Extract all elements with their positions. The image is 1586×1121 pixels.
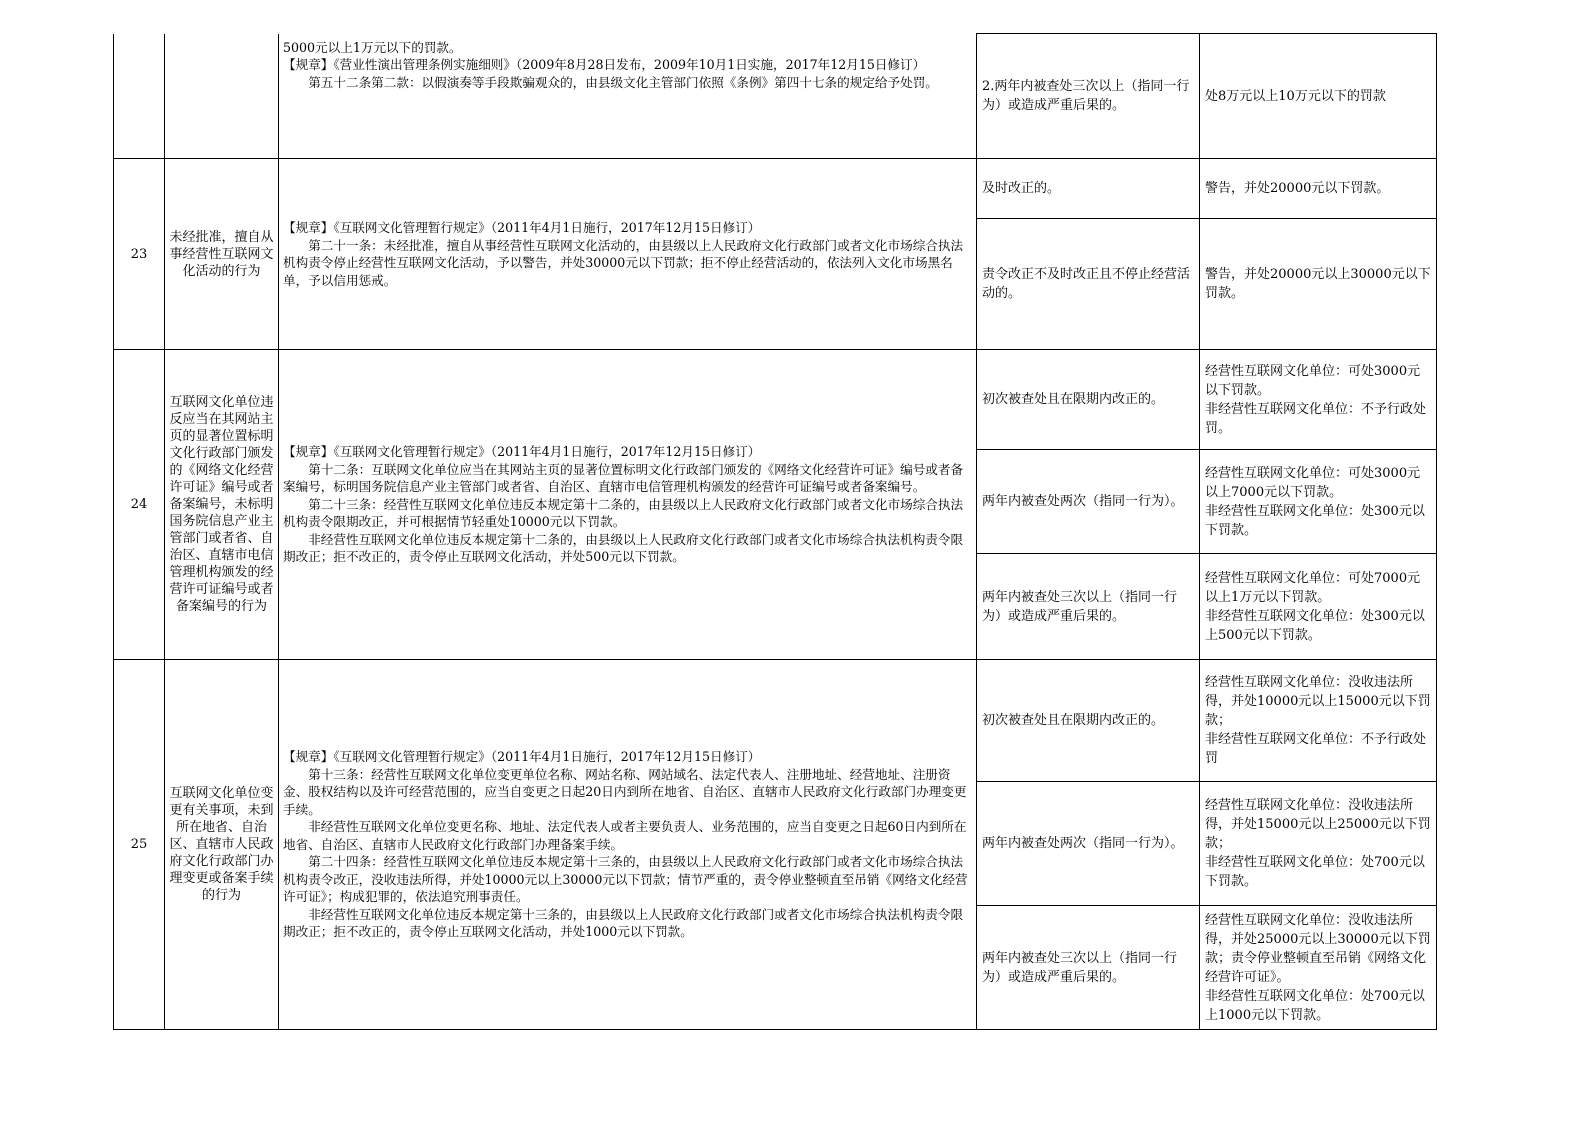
penalty-text: 经营性互联网文化单位：没收违法所得，并处10000元以上15000元以下罚款；	[1205, 675, 1431, 728]
condition-cell: 初次被查处且在限期内改正的。	[977, 350, 1200, 450]
basis-line: 第二十三条：经营性互联网文化单位违反本规定第十二条的，由县级以上人民政府文化行政部门或者文化市场综合执法机构责令限期改正，并可根据情节轻重处10000元以下罚款。	[283, 496, 964, 530]
row-number: 24	[114, 350, 165, 660]
basis-line: 第五十二条第二款：以假演奏等手段欺骗观众的，由县级文化主管部门依照《条例》第四十七条的规定给予处罚。	[308, 74, 938, 90]
penalty-text: 警告，并处20000元以上30000元以下罚款。	[1205, 267, 1431, 301]
penalty-table-sheet	[113, 33, 1437, 1030]
basis-line: 第二十四条：经营性互联网文化单位违反本规定第十三条的，由县级以上人民政府文化行政部门或者文化市场综合执法机构责令改正，没收违法所得，并处10000元以上30000元以下罚款；情节严重的，责令停业整顿直至吊销《网络文化经营许可证》；构成犯罪的，依法追究刑事责任。	[283, 854, 968, 905]
basis-line: 非经营性互联网文化单位违反本规定第十二条的，由县级以上人民政府文化行政部门或者文化市场综合执法机构责令限期改正；拒不改正的，责令停止互联网文化活动，并处500元以下罚款。	[283, 531, 964, 565]
basis-line: 【规章】《营业性演出管理条例实施细则》（2009年8月28日发布，2009年10月1日实施，2017年12月15日修订）	[283, 57, 926, 72]
basis-line: 5000元以上1万元以下的罚款。	[283, 39, 462, 55]
condition-cell: 两年内被查处三次以上（指同一行为）或造成严重后果的。	[977, 906, 1200, 1030]
table-row-continued	[114, 34, 1437, 159]
table-row	[114, 660, 1437, 782]
legal-basis-cell	[279, 350, 977, 660]
penalty-cell	[1200, 450, 1437, 554]
penalty-cell	[1200, 660, 1437, 782]
violation-name: 未经批准，擅自从事经营性互联网文化活动的行为	[165, 159, 279, 350]
penalty-text: 非经营性互联网文化单位：处300元以下罚款。	[1205, 503, 1425, 538]
violation-name: 互联网文化单位违反应当在其网站主页的显著位置标明文化行政部门颁发的《网络文化经营许可证》编号或者备案编号，未标明国务院信息产业主管部门或者省、自治区、直辖市电信管理机构颁发的经营许可证编号或者备案编号的行为	[165, 350, 279, 660]
penalty-text: 非经营性互联网文化单位：不予行政处罚。	[1205, 401, 1427, 436]
violation-cell	[165, 34, 279, 159]
legal-basis-cell	[279, 660, 977, 1030]
penalty-text: 经营性互联网文化单位：没收违法所得，并处15000元以上25000元以下罚款；	[1205, 798, 1431, 851]
condition-text: 2.两年内被查处三次以上（指同一行为）或造成严重后果的。	[982, 79, 1190, 113]
legal-basis-cell	[279, 34, 977, 159]
penalty-text: 经营性互联网文化单位：没收违法所得，并处25000元以上30000元以下罚款；责令停业整顿直至吊销《网络文化经营许可证》。	[1205, 912, 1431, 985]
condition-cell: 初次被查处且在限期内改正的。	[977, 660, 1200, 782]
condition-cell: 两年内被查处两次（指同一行为）。	[977, 450, 1200, 554]
penalty-text: 经营性互联网文化单位：可处3000元以下罚款。	[1205, 363, 1421, 398]
basis-line: 【规章】《互联网文化管理暂行规定》（2011年4月1日施行，2017年12月15日修订）	[283, 220, 761, 235]
basis-line: 非经营性互联网文化单位违反本规定第十三条的，由县级以上人民政府文化行政部门或者文化市场综合执法机构责令限期改正；拒不改正的，责令停止互联网文化活动，并处1000元以下罚款。	[283, 906, 964, 940]
basis-line: 第十三条：经营性互联网文化单位变更单位名称、网站名称、网站域名、法定代表人、注册地址、经营地址、注册资金、股权结构以及许可经营范围的，应当自变更之日起20日内到所在地省、自治区、直辖市人民政府文化行政部门办理变更手续。	[283, 766, 967, 817]
basis-line: 第二十一条：未经批准，擅自从事经营性互联网文化活动的，由县级以上人民政府文化行政部门或者文化市场综合执法机构责令停止经营性互联网文化活动，予以警告，并处30000元以下罚款；拒不停止经营活动的，依法列入文化市场黑名单，予以信用惩戒。	[283, 237, 964, 288]
penalty-text: 非经营性互联网文化单位：处300元以上500元以下罚款。	[1205, 608, 1425, 643]
penalty-text: 非经营性互联网文化单位：不予行政处罚	[1205, 732, 1427, 766]
penalty-text: 警告，并处20000元以下罚款。	[1205, 181, 1390, 196]
penalty-text: 处8万元以上10万元以下的罚款	[1205, 88, 1386, 104]
penalty-text: 非经营性互联网文化单位：处700元以下罚款。	[1205, 855, 1425, 889]
penalty-cell	[1200, 159, 1437, 219]
penalty-table	[113, 33, 1437, 1030]
legal-basis-cell	[279, 159, 977, 350]
penalty-text: 经营性互联网文化单位：可处7000元以上1万元以下罚款。	[1205, 570, 1421, 605]
basis-line: 第十二条：互联网文化单位应当在其网站主页的显著位置标明文化行政部门颁发的《网络文化经营许可证》编号或者备案编号，标明国务院信息产业主管部门或者省、自治区、直辖市电信管理机构颁发的经营许可证编号或者备案编号。	[283, 461, 964, 495]
violation-name: 互联网文化单位变更有关事项，未到所在地省、自治区、直辖市人民政府文化行政部门办理变更或备案手续的行为	[165, 660, 279, 1030]
penalty-text: 非经营性互联网文化单位：处700元以上1000元以下罚款。	[1205, 988, 1425, 1023]
no-cell	[114, 34, 165, 159]
row-number: 25	[114, 660, 165, 1030]
penalty-text: 经营性互联网文化单位：可处3000元以上7000元以下罚款。	[1205, 465, 1421, 500]
basis-line: 非经营性互联网文化单位变更名称、地址、法定代表人或者主要负责人、业务范围的，应当自变更之日起60日内到所在地省、自治区、直辖市人民政府文化行政部门办理备案手续。	[283, 819, 967, 852]
penalty-cell	[1200, 554, 1437, 660]
condition-cell: 两年内被查处三次以上（指同一行为）或造成严重后果的。	[977, 554, 1200, 660]
basis-line: 【规章】《互联网文化管理暂行规定》（2011年4月1日施行，2017年12月15日修订）	[283, 444, 761, 460]
penalty-cell	[1200, 34, 1437, 159]
penalty-cell	[1200, 782, 1437, 906]
condition-cell	[977, 34, 1200, 159]
condition-cell: 两年内被查处两次（指同一行为）。	[977, 782, 1200, 906]
table-row	[114, 350, 1437, 450]
penalty-cell	[1200, 219, 1437, 350]
row-number: 23	[114, 159, 165, 350]
penalty-cell	[1200, 350, 1437, 450]
condition-cell: 及时改正的。	[977, 159, 1200, 219]
table-row	[114, 159, 1437, 219]
penalty-cell	[1200, 906, 1437, 1030]
condition-cell: 责令改正不及时改正且不停止经营活动的。	[977, 219, 1200, 350]
basis-line: 【规章】《互联网文化管理暂行规定》（2011年4月1日施行，2017年12月15日修订）	[283, 749, 761, 765]
